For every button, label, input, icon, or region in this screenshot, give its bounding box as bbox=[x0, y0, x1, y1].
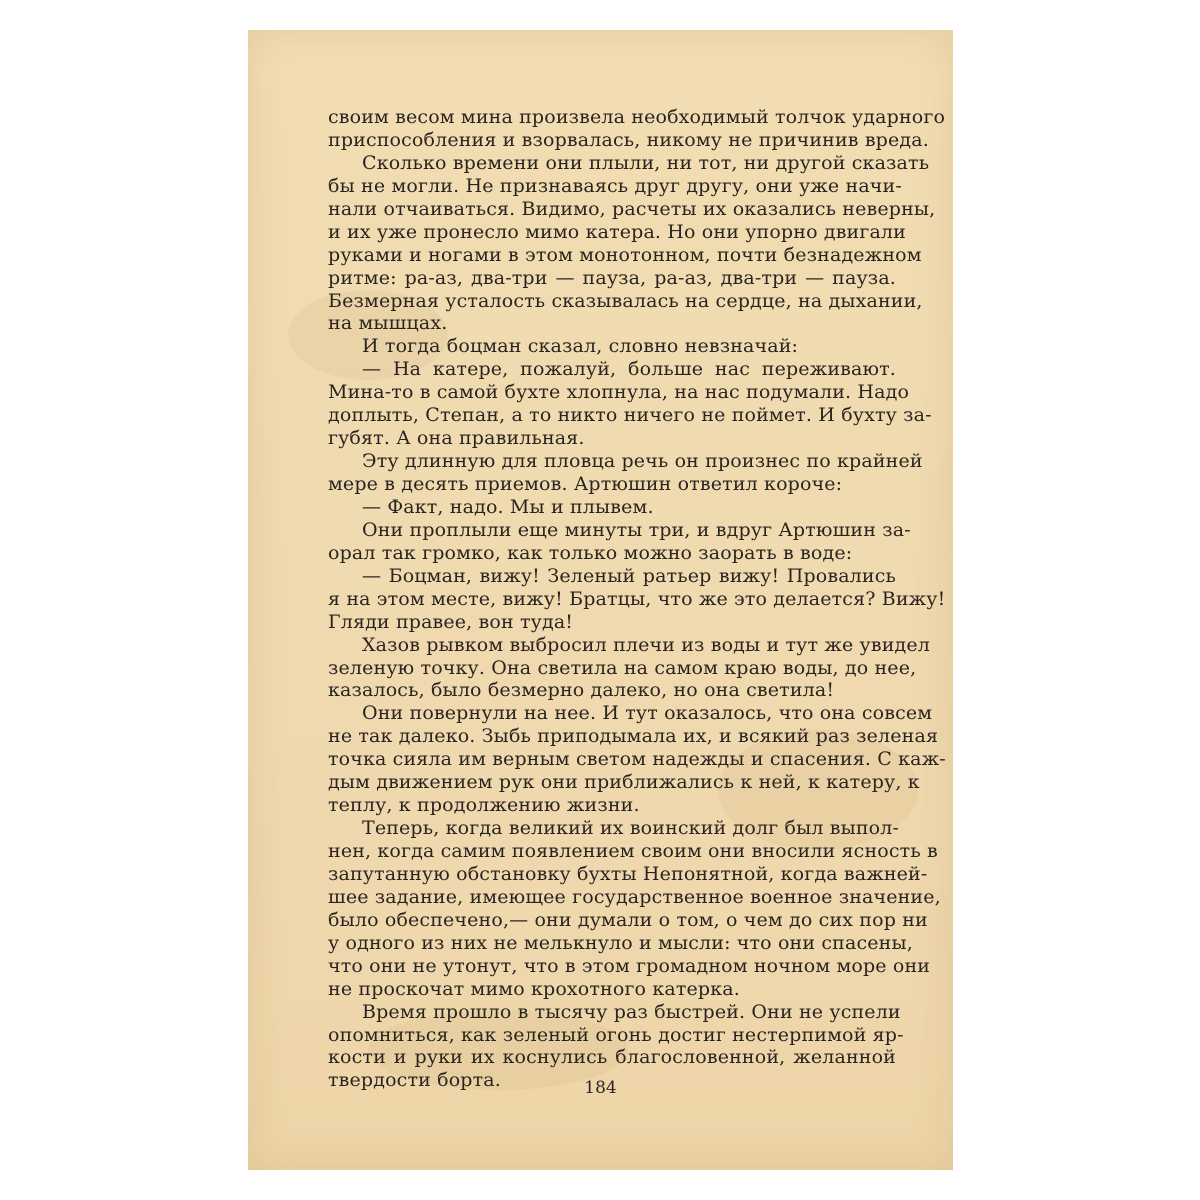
text-line: я на этом месте, вижу! Братцы, что же это делается? Вижу! bbox=[328, 587, 946, 610]
text-line: точка сияла им верным светом надежды и спасения. С каж- bbox=[328, 748, 946, 771]
text-line: Безмерная усталость сказывалась на сердце, на дыхании, bbox=[328, 289, 923, 312]
text-line: доплыть, Степан, а то никто ничего не поймет. И бухту за- bbox=[328, 404, 932, 427]
text-line: что они не утонут, что в этом громадном ночном море они bbox=[328, 954, 931, 977]
text-line: не так далеко. Зыбь приподымала их, и всякий раз зеленая bbox=[328, 725, 939, 748]
text-line: Сколько времени они плыли, ни тот, ни другой сказать bbox=[362, 151, 930, 174]
text-line: не проскочат мимо крохотного катерка. bbox=[328, 977, 740, 1000]
text-line: — Боцман, вижу! Зеленый ратьер вижу! Провались bbox=[362, 564, 896, 587]
text-line: твердости борта. bbox=[328, 1069, 501, 1092]
text-line: дым движением рук они приближались к ней, к катеру, к bbox=[328, 771, 920, 794]
book-page bbox=[248, 30, 953, 1170]
text-line: теплу, к продолжению жизни. bbox=[328, 794, 640, 817]
text-line: Эту длинную для пловца речь он произнес по крайней bbox=[362, 450, 923, 473]
text-line: запутанную обстановку бухты Непонятной, когда важней- bbox=[328, 862, 928, 885]
text-line: кости и руки их коснулись благословенной, желанной bbox=[328, 1046, 896, 1069]
text-line: Гляди правее, вон туда! bbox=[328, 610, 574, 633]
text-line: опомниться, как зеленый огонь достиг нестерпимой яр- bbox=[328, 1023, 904, 1046]
body-text bbox=[328, 106, 946, 1092]
text-line: шее задание, имеющее государственное военное значение, bbox=[328, 885, 941, 908]
text-line: Время прошло в тысячу раз быстрей. Они не успели bbox=[362, 1000, 901, 1023]
text-line: у одного из них не мелькнуло и мысли: что они спасены, bbox=[328, 931, 913, 954]
text-line: нен, когда самим появлением своим они вносили ясность в bbox=[328, 840, 938, 862]
text-line: на мышцах. bbox=[328, 312, 448, 335]
text-line: было обеспечено,— они думали о том, о чем до сих пор ни bbox=[328, 908, 928, 931]
text-line: — Факт, надо. Мы и плывем. bbox=[362, 495, 654, 518]
text-line: руками и ногами в этом монотонном, почти безнадежном bbox=[328, 243, 922, 266]
text-line: и их уже пронесло мимо катера. Но они упорно двигали bbox=[328, 220, 906, 243]
text-line: Мина-то в самой бухте хлопнула, на нас подумали. Надо bbox=[328, 381, 910, 404]
text-line: мере в десять приемов. Артюшин ответил короче: bbox=[328, 473, 843, 495]
text-line: Теперь, когда великий их воинский долг был выпол- bbox=[362, 817, 900, 840]
text-line: — На катере, пожалуй, больше нас переживают. bbox=[362, 358, 896, 381]
text-line: Они повернули на нее. И тут оказалось, что она совсем bbox=[362, 702, 933, 725]
text-line: нали отчаиваться. Видимо, расчеты их оказались неверны, bbox=[328, 197, 936, 220]
text-line: И тогда боцман сказал, словно невзначай: bbox=[362, 335, 799, 358]
text-line: приспособления и взорвалась, никому не причинив вреда. bbox=[328, 128, 929, 151]
text-line: ритме: ра-аз, два-три — пауза, ра-аз, два-три — пауза. bbox=[328, 266, 896, 289]
text-line: бы не могли. Не признаваясь друг другу, они уже начи- bbox=[328, 174, 902, 197]
page-number: 184 bbox=[584, 1078, 617, 1098]
text-line: орал так громко, как только можно заорать в воде: bbox=[328, 541, 853, 564]
text-line: казалось, было безмерно далеко, но она светила! bbox=[328, 679, 835, 702]
text-line: губят. А она правильная. bbox=[328, 427, 585, 450]
text-line: зеленую точку. Она светила на самом краю воды, до нее, bbox=[328, 656, 917, 679]
text-line: Хазов рывком выбросил плечи из воды и тут же увидел bbox=[362, 633, 930, 656]
text-line: своим весом мина произвела необходимый толчок ударного bbox=[328, 106, 946, 128]
text-line: Они проплыли еще минуты три, и вдруг Артюшин за- bbox=[362, 518, 911, 541]
